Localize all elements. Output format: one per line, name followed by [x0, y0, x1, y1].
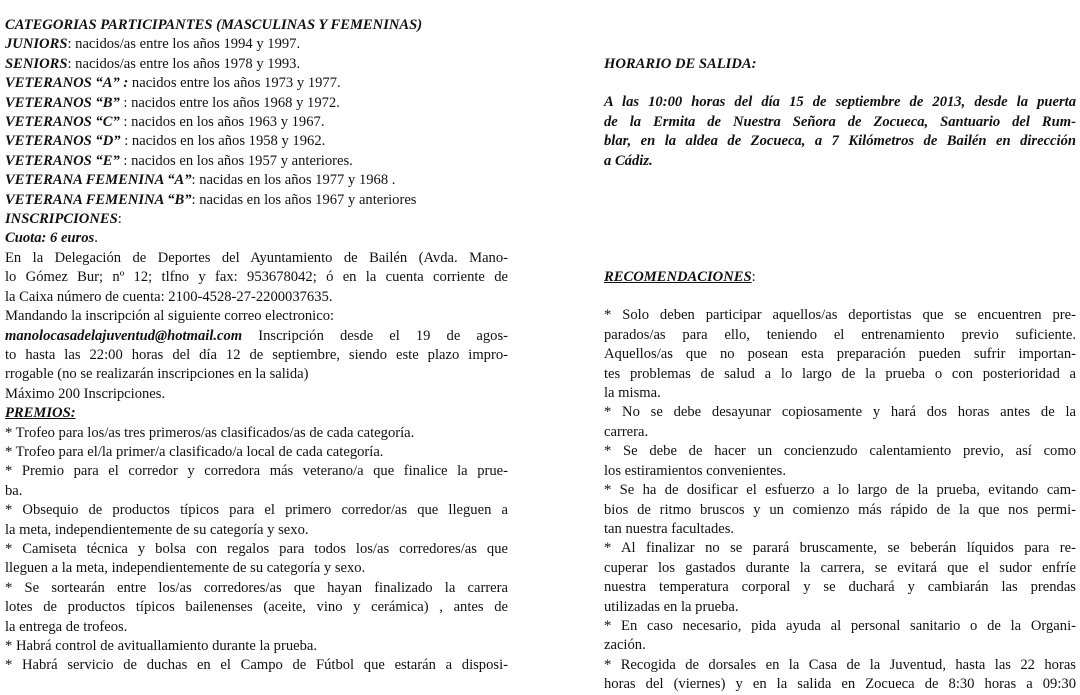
text-line: rrogable (no se realizarán inscripciones en la salida) [5, 366, 309, 383]
category-name: JUNIORS [5, 36, 68, 53]
recomendacion-line: * Se ha de dosificar el esfuerzo a lo largo de la prueba, evitando cam- [604, 482, 1076, 499]
categories-list [5, 35, 508, 210]
text-line: lo Gómez Bur; nº 12; tlfno y fax: 953678042; ó en la cuenta corriente de [5, 269, 508, 286]
premio-line: * Trofeo para el/la primer/a clasificado/a local de cada categoría. [5, 443, 384, 460]
category-item [5, 152, 508, 171]
recomendacion-line: * Recogida de dorsales en la Casa de la Juventud, hasta las 22 horas [604, 656, 1076, 673]
premio-line: la entrega de trofeos. [5, 618, 128, 635]
premio-line: lleguen a la meta, independientemente de su categoría y sexo. [5, 560, 366, 577]
category-name: VETERANOS “E” [5, 152, 120, 169]
delegacion-paragraph [5, 249, 508, 307]
right-column [604, 16, 1076, 695]
recomendaciones-heading [604, 268, 1076, 287]
horario-paragraph [604, 93, 1076, 171]
premio-line: * Se sortearán entre los/as corredores/as que hayan finalizado la carrera [5, 579, 508, 596]
cuota-dot: . [94, 230, 98, 247]
email-rest: Inscripción desde el 19 de agos- [242, 327, 508, 344]
category-name: SENIORS [5, 55, 68, 72]
category-item [5, 74, 508, 93]
horario-line: de la Ermita de Nuestra Señora de Zocueca, Santuario del Rum- [604, 113, 1076, 130]
premio-line: * Habrá servicio de duchas en el Campo de Fútbol que estarán a disposi- [5, 657, 508, 674]
recomendacion-line: * No se debe desayunar copiosamente y hará dos horas antes de la [604, 404, 1076, 421]
recomendacion-line: zación. [604, 637, 646, 654]
category-name: VETERANOS “C” [5, 114, 120, 131]
horario-title: HORARIO DE SALIDA: [604, 56, 757, 72]
premio-line: la meta, independientemente de su categoría y sexo. [5, 521, 309, 538]
premio-line: * Obsequio de productos típicos para el primero corredor/as que lleguen a [5, 502, 508, 519]
category-name: VETERANOS “B” [5, 94, 120, 111]
recomendacion-line: tes problemas de salud a lo largo de la prueba o con posterioridad a [604, 365, 1076, 382]
recomendaciones-title: RECOMENDACIONES [604, 269, 752, 286]
inscripciones-heading [5, 210, 508, 229]
premio-line: * Camiseta técnica y bolsa con regalos para todos los/as corredores/as que [5, 540, 508, 557]
recomendacion-line: * En caso necesario, pida ayuda al personal sanitario o de la Organi- [604, 617, 1076, 634]
category-sep: : [191, 172, 200, 189]
premio-line: ba. [5, 482, 23, 499]
categories-title: CATEGORIAS PARTICIPANTES (MASCULINAS Y FEMENINAS) [5, 17, 423, 33]
category-name: VETERANA FEMENINA “B” [5, 191, 192, 208]
email-line [5, 327, 508, 346]
category-desc: nacidos en los años 1963 y 1967. [131, 114, 325, 131]
recomendacion-line: carrera. [604, 423, 649, 440]
category-name: VETERANA FEMENINA “A” [5, 172, 192, 189]
category-item [5, 35, 508, 54]
text-line: En la Delegación de Deportes del Ayuntamiento de Bailén (Avda. Mano- [5, 249, 508, 266]
category-desc: nacidas en los años 1977 y 1968 . [199, 172, 396, 189]
category-sep: : [67, 55, 76, 72]
category-item [5, 113, 508, 132]
horario-line: blar, en la aldea de Zocueca, a 7 Kilómetros de Bailén en dirección [604, 133, 1076, 150]
recomendacion-line: * Al finalizar no se parará bruscamente, se beberán líquidos para re- [604, 540, 1076, 557]
category-item [5, 94, 508, 113]
cuota-text: Cuota: 6 euros [5, 230, 95, 247]
inscripciones-title: INSCRIPCIONES [5, 211, 118, 228]
premio-line: * Trofeo para los/as tres primeros/as clasificados/as de cada categoría. [5, 424, 415, 441]
recomendacion-line: nuestra temperatura corporal y se duchará y cambiarán las prendas [604, 579, 1076, 596]
recomendacion-line: la misma. [604, 385, 661, 402]
text-line: la Caixa número de cuenta: 2100-4528-27-2200037635. [5, 288, 333, 305]
category-desc: nacidos en los años 1957 y anteriores. [131, 152, 353, 169]
category-item [5, 55, 508, 74]
recomendacion-line: cuperar los gastados durante la carrera, se evitará que el sudor enfríe [604, 559, 1076, 576]
category-desc: nacidos entre los años 1973 y 1977. [131, 75, 341, 92]
recomendacion-line: tan nuestra facultades. [604, 520, 735, 537]
recomendacion-line: los estiramientos convenientes. [604, 462, 786, 479]
category-sep: : [119, 94, 132, 111]
recomendacion-line: bios de ritmo bruscos y un comienzo más rápido de la que nos permi- [604, 501, 1076, 518]
category-desc: nacidos entre los años 1968 y 1972. [131, 94, 340, 111]
category-desc: nacidos en los años 1958 y 1962. [131, 133, 326, 150]
category-desc: nacidos/as entre los años 1978 y 1993. [75, 55, 301, 72]
category-item [5, 132, 508, 151]
email-address: manolocasadelajuventud@hotmail.com [5, 327, 243, 344]
category-desc: nacidos/as entre los años 1994 y 1997. [75, 36, 301, 53]
left-column [5, 16, 508, 676]
recomendacion-line: utilizadas en la prueba. [604, 598, 739, 615]
horario-line: a Cádiz. [604, 152, 653, 169]
premio-line: * Premio para el corredor y corredora más veterano/a que finalice la prue- [5, 463, 508, 480]
recomendacion-line: * Solo deben participar aquellos/as deportistas que se encuentren pre- [604, 307, 1076, 324]
cuota-line [5, 229, 508, 248]
premios-list [5, 424, 508, 676]
category-name: VETERANOS “D” [5, 133, 121, 150]
category-name: VETERANOS “A” : [5, 75, 129, 92]
premio-line: lotes de productos típicos bailenenses (aceite, vino y cerámica) , antes de [5, 599, 508, 616]
mandando-line: Mandando la inscripción al siguiente correo electronico: [5, 308, 335, 325]
category-sep: : [67, 36, 76, 53]
recomendacion-line: horas del (viernes) y en la salida en Zocueca de 8:30 horas a 09:30 [604, 676, 1076, 693]
category-item [5, 171, 508, 190]
premios-title: PREMIOS: [5, 405, 76, 422]
horario-line: A las 10:00 horas del día 15 de septiembre de 2013, desde la puerta [604, 94, 1076, 111]
recomendaciones-colon: : [751, 269, 756, 286]
recomendacion-line: Aquellos/as que no posean esta preparación pueden sufrir importan- [604, 346, 1076, 363]
category-sep: : [191, 191, 200, 208]
category-item [5, 191, 508, 210]
recomendaciones-list [604, 306, 1076, 694]
maximo-line: Máximo 200 Inscripciones. [5, 385, 166, 402]
category-desc: nacidas en los años 1967 y anteriores [199, 191, 417, 208]
category-sep: : [120, 133, 132, 150]
text-line: to hasta las 22:00 horas del día 12 de septiembre, siendo este plazo impro- [5, 346, 508, 363]
category-sep: : [119, 114, 132, 131]
inscripciones-colon: : [117, 211, 122, 228]
category-sep: : [119, 152, 132, 169]
recomendacion-line: * Se debe de hacer un concienzudo calentamiento previo, así como [604, 443, 1076, 460]
premio-line: * Habrá control de avituallamiento durante la prueba. [5, 638, 318, 654]
recomendacion-line: parados/as para ello, teniendo el entrenamiento previo suficiente. [604, 326, 1076, 343]
